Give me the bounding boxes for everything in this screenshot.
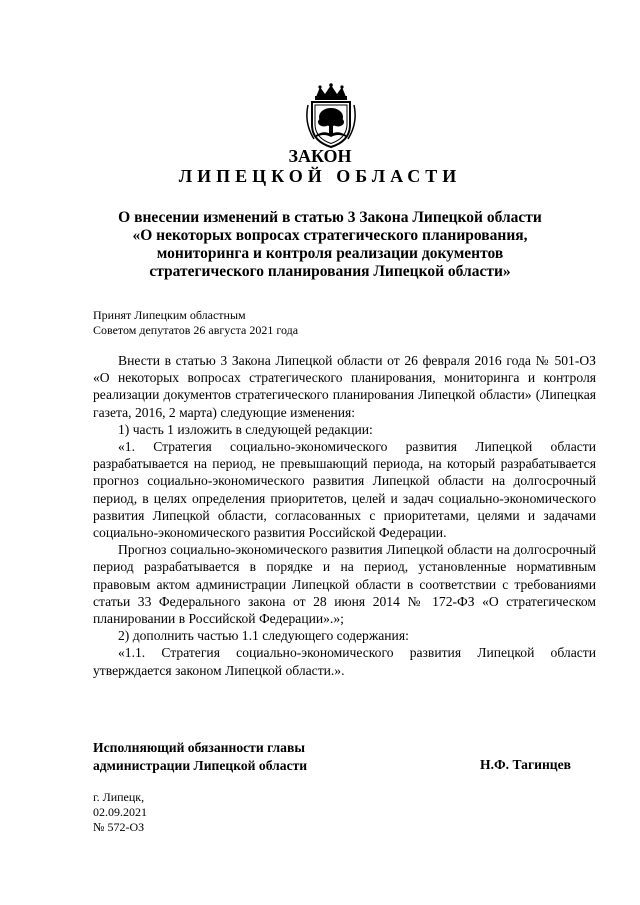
document-footer — [93, 790, 147, 835]
footer-date: 02.09.2021 — [93, 805, 147, 819]
heading-line: стратегического планирования Липецкой области» — [149, 263, 511, 280]
signatory-name: Н.Ф. Тагинцев — [480, 757, 572, 772]
position-line: Исполняющий обязанности главы — [93, 740, 305, 755]
body-paragraph: 1) часть 1 изложить в следующей редакции: — [118, 421, 373, 437]
heading-line: О внесении изменений в статью 3 Закона Липецкой области — [118, 209, 542, 226]
body-paragraph: 2) дополнить частью 1.1 следующего содержания: — [118, 628, 409, 644]
footer-number: № 572-ОЗ — [93, 820, 145, 834]
region-title: ЛИПЕЦКОЙ ОБЛАСТИ — [178, 166, 462, 186]
signatory-position — [93, 739, 307, 775]
adoption-line: Советом депутатов 26 августа 2021 года — [93, 322, 299, 337]
body-paragraph: Прогноз социально-экономического развития Липецкой области на долгосрочный период разрабатывается в порядке и на период, установленные нормативным правовым актом администрации Липецкой области в соответствии с требованиями статьи 33 Федерального закона от 28 июня 2014 № 172-ФЗ «О стратегическом планировании в Российской Федерации».»; — [93, 542, 596, 627]
body-paragraph: Внести в статью 3 Закона Липецкой области от 26 февраля 2016 года № 501-ОЗ «О некоторых вопросах стратегического планирования, мониторинга и контроля реализации документов стратегического планирования Липецкой области» (Липецкая газета, 2016, 2 марта) следующие изменения: — [93, 353, 596, 420]
position-line: администрации Липецкой области — [93, 758, 308, 773]
heading-line: «О некоторых вопросах стратегического планирования, — [132, 227, 528, 244]
body-paragraph: «1.1. Стратегия социально-экономического развития Липецкой области утверждается законом Липецкой области.». — [93, 645, 596, 678]
law-body — [93, 352, 596, 679]
heading-line: мониторинга и контроля реализации документов — [156, 245, 504, 262]
adoption-note — [93, 308, 298, 337]
footer-place: г. Липецк, — [93, 790, 145, 804]
document-heading — [70, 209, 590, 281]
adoption-line: Принят Липецким областным — [93, 308, 246, 322]
coat-of-arms-icon — [302, 83, 360, 149]
law-title: ЗАКОН — [288, 146, 352, 166]
body-paragraph: «1. Стратегия социально-экономического развития Липецкой области разрабатывается на период, не превышающий периода, на который разрабатывается прогноз социально-экономического развития Липецкой области на долгосрочный период, в целях определения приоритетов, целей и задач социально-экономического развития Липецкой области, согласованных с приоритетами, целями и задачами социально-экономического развития Российской Федерации. — [93, 439, 596, 541]
